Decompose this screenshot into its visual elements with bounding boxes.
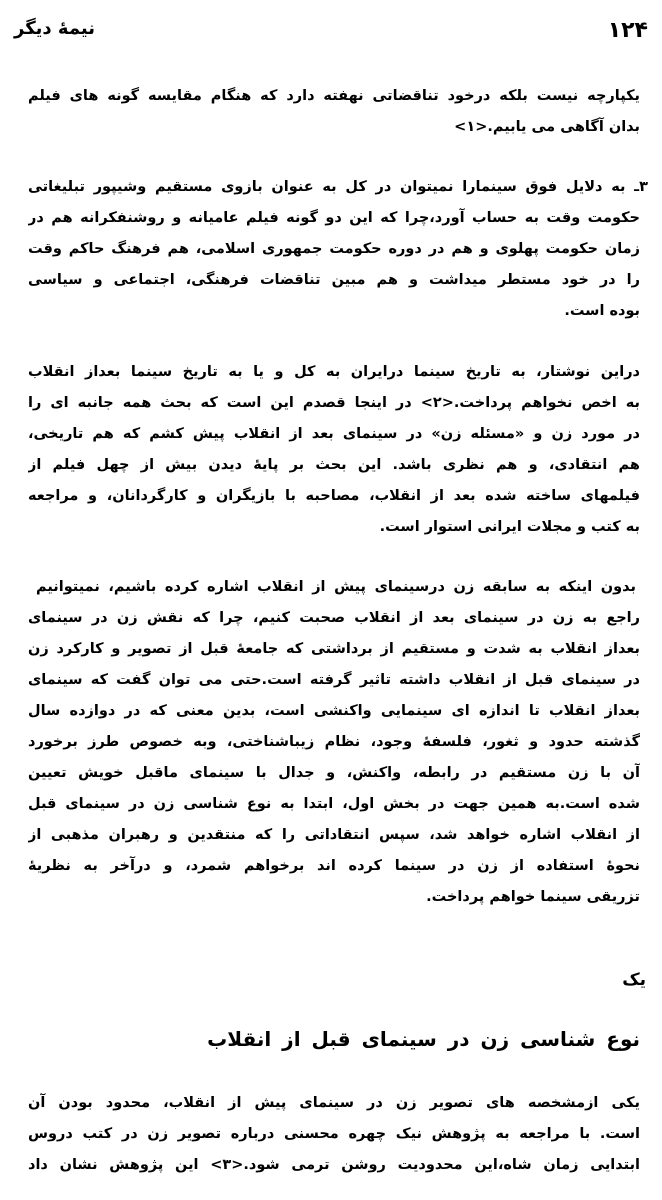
text-line: یکپارچه نیست بلکه درخود تناقضاتی نهفته دارد که هنگام مقایسه گونه های فیلم xyxy=(28,88,640,104)
text-line: حکومت وقت به حساب آورد،چرا که این دو گونه فیلم عامیانه و روشنفکرانه هم در xyxy=(28,210,640,226)
text-line: فیلمهای ساخته شده بعد از انقلاب، مصاحبه با بازیگران و کارگردانان، و مراجعه xyxy=(28,488,640,504)
text-line: از انقلاب اشاره خواهد شد، سپس انتقاداتی را که منتقدین و رهبران مذهبی از xyxy=(28,827,640,843)
text-line: را در خود مستطر میداشت و هم مبین تناقضات فرهنگی، اجتماعی و سیاسی xyxy=(28,272,640,288)
text-line: یکی ازمشخصه های تصویر زن در سینمای پیش از انقلاب، محدود بودن آن xyxy=(28,1095,640,1111)
text-line: دراین نوشتار، به تاریخ سینما درایران به کل و یا به تاریخ سینما بعداز انقلاب xyxy=(28,364,640,380)
page-header xyxy=(14,18,648,48)
text-line: به اخص نخواهم پرداخت.<۲> در اینجا قصدم این است که بحث همه جانبه ای را xyxy=(28,395,640,411)
running-title: نیمهٔ دیگر xyxy=(14,18,96,39)
text-line: تزریقی سینما خواهم پرداخت. xyxy=(426,889,640,905)
text-line: ۳ـ به دلایل فوق سینمارا نمیتوان در کل به عنوان بازوی مستقیم وشیپور تبلیغاتی xyxy=(28,179,648,195)
text-line: بدان آگاهی می یابیم.<۱> xyxy=(454,119,640,135)
page-number: ۱۲۴ xyxy=(607,18,648,43)
text-line: بعداز انقلاب تا اندازه ای سینمایی واکنشی است، بدین معنی که در دوازده سال xyxy=(28,703,640,719)
text-line: نحوهٔ استفاده از زن در سینما کرده اند برخواهم شمرد، و درآخر به نظریهٔ xyxy=(28,858,640,874)
text-line: بدون اینکه به سابقه زن درسینمای پیش از انقلاب اشاره کرده باشیم، نمیتوانیم xyxy=(36,579,636,595)
text-line: آن با زن مستقیم در رابطه، واکنش، و جدال با سینمای ماقبل خویش تعیین xyxy=(28,765,640,781)
text-line: هم انتقادی، و هم نظری باشد. این بحث بر پایهٔ دیدن بیش از چهل فیلم از xyxy=(28,457,640,473)
text-line: شده است.به همین جهت در بخش اول، ابتدا به نوع شناسی زن در سینمای قبل xyxy=(28,796,640,812)
text-line: بوده است. xyxy=(564,303,640,319)
text-line: راجع به زن در سینمای بعد از انقلاب صحبت کنیم، چرا که نقش زن در سینمای xyxy=(28,610,640,626)
text-line: ابتدایی زمان شاه،این محدودیت روشن ترمی شود.<۳> این پژوهش نشان داد xyxy=(28,1157,640,1173)
text-line: در مورد زن و «مسئله زن» در سینمای بعد از انقلاب پیش کشم که هم تاریخی، xyxy=(28,426,640,442)
text-line: است. با مراجعه به پژوهش نیک چهره محسنی درباره تصویر زن در کتب دروس xyxy=(28,1126,640,1142)
text-line: گذشته حدود و ثغور، فلسفهٔ وجود، نظام زیباشناختی، وبه خصوص طرز برخورد xyxy=(28,734,640,750)
section-title: نوع شناسی زن در سینمای قبل از انقلاب xyxy=(207,1027,640,1051)
text-line: بعداز انقلاب به شدت و مستقیم از برداشتی که جامعهٔ قبل از تصویر و کارکرد زن xyxy=(28,641,640,657)
text-line: زمان حکومت پهلوی و هم در دوره حکومت جمهوری اسلامی، هم فرهنگ حاکم وقت xyxy=(28,241,640,257)
text-line: در سینمای قبل از انقلاب داشته تاثیر گرفته است.حتی می توان گفت که سینمای xyxy=(28,672,640,688)
text-line: به کتب و مجلات ایرانی استوار است. xyxy=(379,519,640,535)
section-marker: یک xyxy=(622,970,646,990)
